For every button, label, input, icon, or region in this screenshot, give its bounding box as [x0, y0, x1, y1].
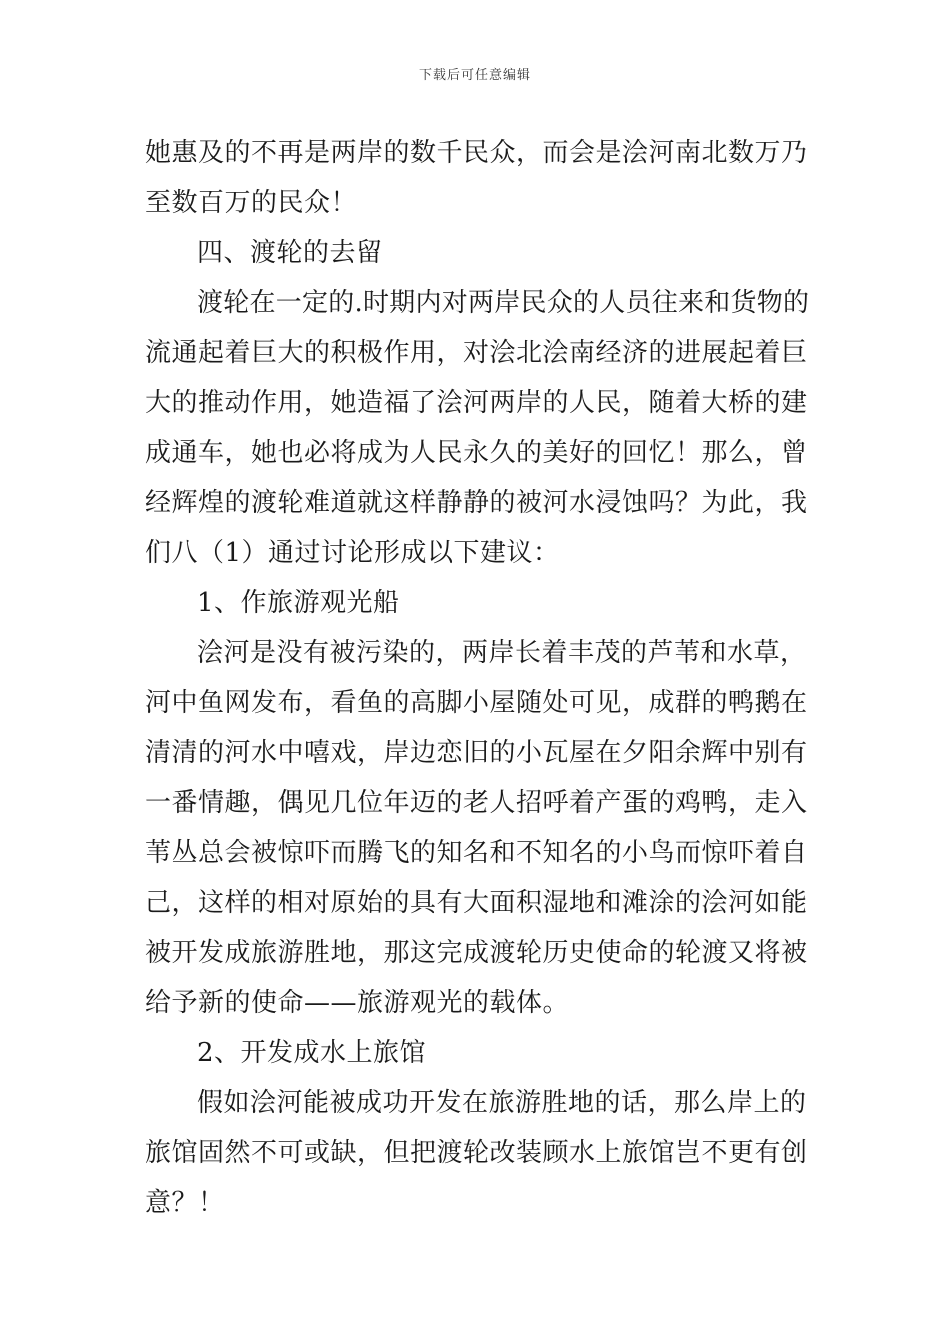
text-line: 大的推动作用，她造福了浍河两岸的人民，随着大桥的建	[145, 388, 808, 418]
text-line: 四、渡轮的去留	[197, 238, 383, 268]
document-body	[145, 128, 810, 1228]
text-line: 苇丛总会被惊吓而腾飞的知名和不知名的小鸟而惊吓着自	[145, 838, 808, 868]
subsection-heading	[145, 578, 810, 628]
text-line: 假如浍河能被成功开发在旅游胜地的话，那么岸上的	[197, 1088, 807, 1118]
paragraph	[145, 1078, 810, 1228]
text-line: 旅馆固然不可或缺，但把渡轮改装顾水上旅馆岂不更有创	[145, 1138, 808, 1168]
text-line: 己，这样的相对原始的具有大面积湿地和滩涂的浍河如能	[145, 888, 808, 918]
text-line: 流通起着巨大的积极作用，对浍北浍南经济的进展起着巨	[145, 338, 808, 368]
text-line: 浍河是没有被污染的，两岸长着丰茂的芦苇和水草，	[197, 638, 807, 668]
paragraph	[145, 628, 810, 1028]
text-line: 渡轮在一定的.时期内对两岸民众的人员往来和货物的	[197, 288, 810, 318]
text-line: 她惠及的不再是两岸的数千民众，而会是浍河南北数万乃	[145, 138, 808, 168]
text-line: 成通车，她也必将成为人民永久的美好的回忆！那么，曾	[145, 438, 808, 468]
page-header: 下载后可任意编辑	[418, 68, 531, 83]
text-line: 河中鱼网发布，看鱼的高脚小屋随处可见，成群的鸭鹅在	[145, 688, 808, 718]
text-line: 至数百万的民众！	[145, 188, 358, 218]
text-line: 清清的河水中嘻戏，岸边恋旧的小瓦屋在夕阳余辉中别有	[145, 738, 808, 768]
paragraph	[145, 128, 810, 228]
subsection-heading	[145, 1028, 810, 1078]
paragraph	[145, 278, 810, 578]
text-line: 给予新的使命——旅游观光的载体。	[145, 988, 570, 1018]
text-line: 经辉煌的渡轮难道就这样静静的被河水浸蚀吗？为此，我	[145, 488, 808, 518]
text-line: 2、开发成水上旅馆	[197, 1038, 427, 1068]
text-line: 被开发成旅游胜地，那这完成渡轮历史使命的轮渡又将被	[145, 938, 808, 968]
text-line: 们八（1）通过讨论形成以下建议：	[145, 538, 560, 568]
text-line: 1、作旅游观光船	[197, 588, 400, 618]
text-line: 一番情趣，偶见几位年迈的老人招呼着产蛋的鸡鸭，走入	[145, 788, 808, 818]
text-line: 意？！	[145, 1188, 225, 1218]
section-heading	[145, 228, 810, 278]
